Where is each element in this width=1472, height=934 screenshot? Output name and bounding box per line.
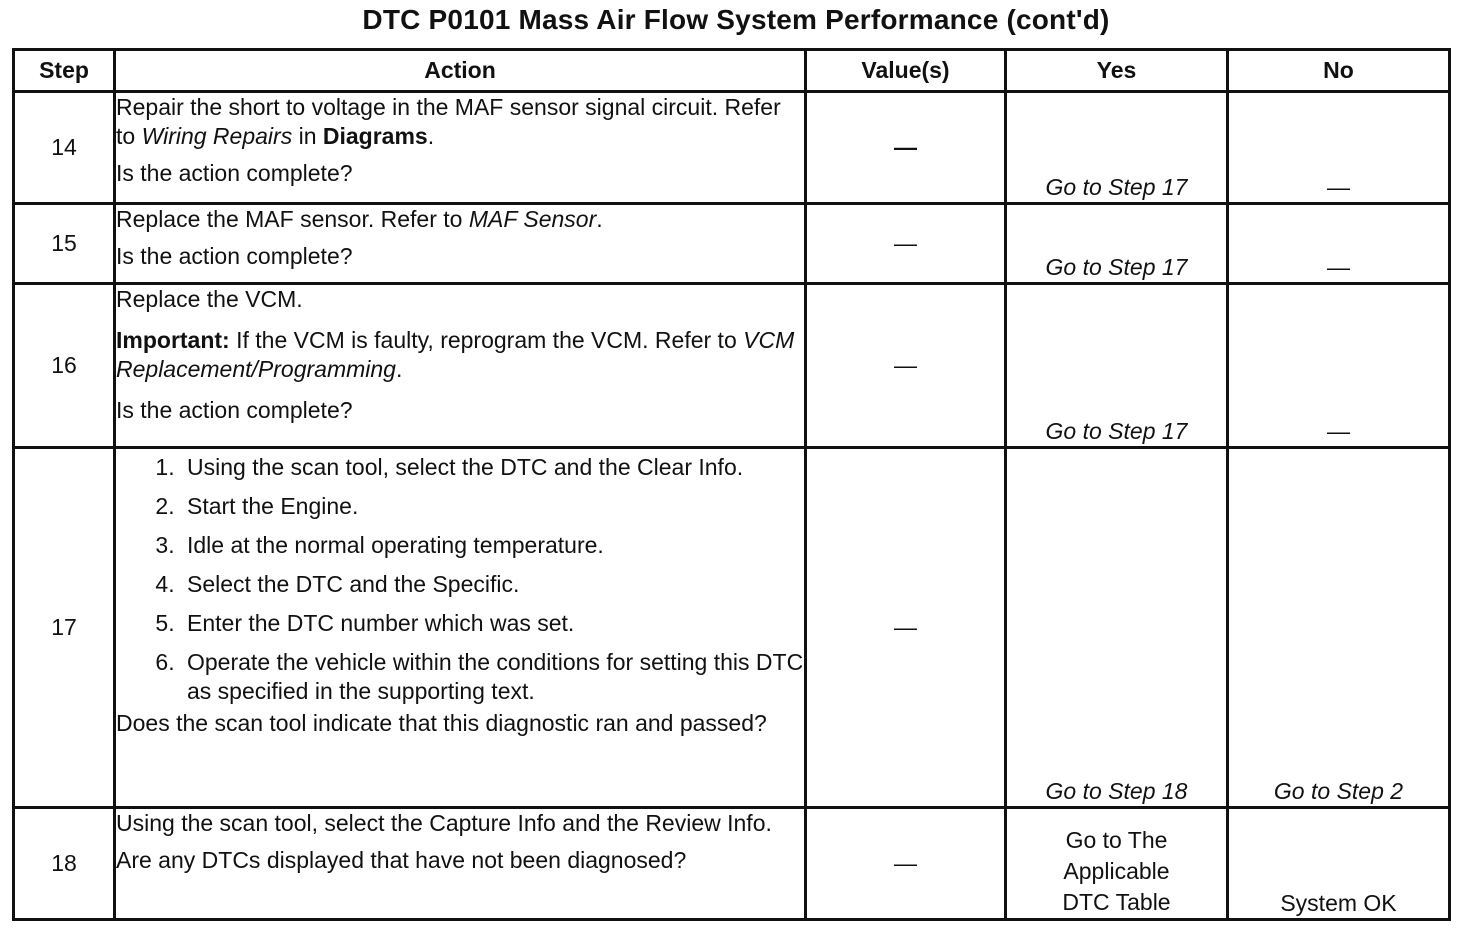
action-text-part: . (427, 123, 435, 149)
step-number: 17 (14, 448, 115, 808)
table-row-step-18 (14, 808, 1450, 920)
yes-cell: Go to Step 17 (1006, 204, 1228, 284)
header-row (14, 50, 1450, 92)
header-no: No (1228, 50, 1450, 92)
yes-cell: Go to Step 17 (1006, 92, 1228, 204)
reference-link: MAF Sensor (468, 206, 597, 232)
no-cell: — (1228, 92, 1450, 204)
table-row-step-14 (14, 92, 1450, 204)
yes-line: Applicable (1063, 858, 1170, 884)
action-text-part: . (596, 206, 603, 232)
important-text-end: . (395, 356, 403, 382)
no-cell: — (1228, 284, 1450, 448)
header-yes: Yes (1006, 50, 1228, 92)
table-row-step-17 (14, 448, 1450, 808)
no-cell: Go to Step 2 (1228, 448, 1450, 808)
procedure-item: 1. Using the scan tool, select the DTC and the Clear Info. (181, 453, 804, 482)
action-cell (115, 448, 806, 808)
action-question: Is the action complete? (116, 243, 353, 269)
step-number: 18 (14, 808, 115, 920)
important-note (116, 326, 804, 384)
value-cell: — (806, 808, 1006, 920)
action-text (116, 93, 804, 151)
action-text-part: Repair the short to voltage in the MAF sensor signal circuit. Refer to (116, 94, 781, 149)
important-text: If the VCM is faulty, reprogram the VCM. Refer to (229, 327, 744, 353)
value-cell: — (806, 448, 1006, 808)
yes-line: Go to The (1065, 827, 1168, 853)
no-cell: — (1228, 204, 1450, 284)
action-text: Replace the VCM. (116, 286, 303, 312)
action-text-part: in (292, 123, 323, 149)
value-cell: — (806, 204, 1006, 284)
action-question: Is the action complete? (116, 160, 353, 186)
action-text: Using the scan tool, select the Capture Info and the Review Info. (116, 810, 772, 836)
table-row-step-16 (14, 284, 1450, 448)
procedure-item: 2. Start the Engine. (181, 492, 804, 521)
important-label: Important: (116, 327, 230, 353)
diagnostic-table (12, 48, 1451, 921)
no-cell: System OK (1228, 808, 1450, 920)
header-action: Action (115, 50, 806, 92)
reference-link: Wiring Repairs (141, 123, 293, 149)
step-number: 16 (14, 284, 115, 448)
yes-cell: Go to Step 18 (1006, 448, 1228, 808)
value-cell: — (806, 92, 1006, 204)
action-cell (115, 284, 806, 448)
procedure-item: 6. Operate the vehicle within the conditions for setting this DTC as specified in the supporting text. (181, 648, 804, 706)
header-step: Step (14, 50, 115, 92)
action-text (116, 205, 804, 234)
reference-link: VCM Replacement/Programming (116, 327, 795, 382)
header-value: Value(s) (806, 50, 1006, 92)
yes-line: DTC Table (1062, 889, 1171, 915)
procedure-item: 3. Idle at the normal operating temperature. (181, 531, 804, 560)
procedure-list (116, 453, 804, 706)
step-number: 14 (14, 92, 115, 204)
yes-cell: Go to Step 17 (1006, 284, 1228, 448)
action-question: Does the scan tool indicate that this diagnostic ran and passed? (116, 710, 767, 736)
action-question: Is the action complete? (116, 397, 353, 423)
action-question: Are any DTCs displayed that have not been diagnosed? (116, 847, 687, 873)
yes-cell (1006, 808, 1228, 920)
step-number: 15 (14, 204, 115, 284)
table-row-step-15 (14, 204, 1450, 284)
procedure-item: 4. Select the DTC and the Specific. (181, 570, 804, 599)
document-title: DTC P0101 Mass Air Flow System Performance (cont'd) (362, 4, 1110, 35)
value-cell: — (806, 284, 1006, 448)
procedure-item: 5. Enter the DTC number which was set. (181, 609, 804, 638)
action-cell (115, 204, 806, 284)
action-cell (115, 92, 806, 204)
action-text-part: Replace the MAF sensor. Refer to (116, 206, 469, 232)
reference-section: Diagrams (322, 123, 428, 149)
action-cell (115, 808, 806, 920)
